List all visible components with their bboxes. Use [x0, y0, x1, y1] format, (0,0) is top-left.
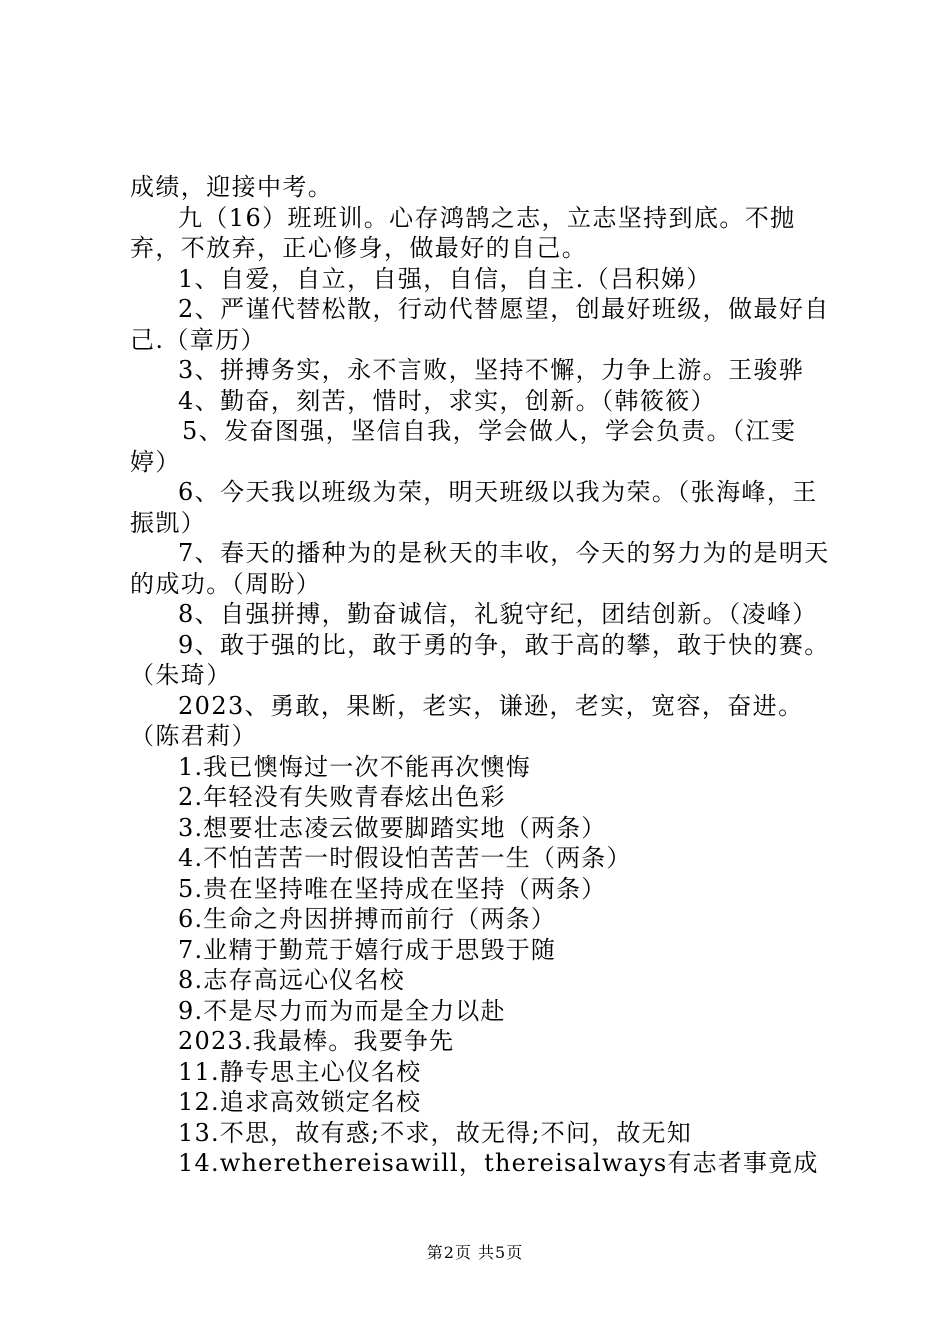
list-item: 9.不是尽力而为而是全力以赴 [178, 996, 506, 1025]
list-item: 1.我已懊悔过一次不能再次懊悔 [178, 752, 531, 781]
list-item: 5.贵在坚持唯在坚持成在坚持（两条） [178, 874, 607, 903]
paragraph: 九（16）班班训。心存鸿鹄之志，立志坚持到底。不抛弃，不放弃，正心修身，做最好的自己。 [130, 203, 796, 262]
list-item: 13.不思，故有惑;不求，故无得;不问，故无知 [178, 1118, 692, 1147]
paragraph: 2、严谨代替松散，行动代替愿望，创最好班级，做最好自己.（章历） [130, 295, 830, 354]
paragraph: 7、春天的播种为的是秋天的丰收，今天的努力为的是明天的成功。（周盼） [130, 539, 830, 598]
list-item: 7.业精于勤荒于嬉行成于思毁于随 [178, 935, 557, 964]
paragraph: 1、自爱，自立，自强，自信，自主.（吕积娣） [178, 264, 712, 293]
list-item: 14.wherethereisawill，thereisalways有志者事竟成 [178, 1149, 819, 1177]
paragraph: 3、拼搏务实，永不言败，坚持不懈，力争上游。王骏骅 [178, 356, 805, 384]
paragraph: 成绩，迎接中考。 [130, 173, 334, 201]
list-item: 4.不怕苦苦一时假设怕苦苦一生（两条） [178, 844, 632, 872]
list-item: 6.生命之舟因拼搏而前行（两条） [178, 905, 557, 933]
paragraph: 9、敢于强的比，敢于勇的争，敢于高的攀，敢于快的赛。（朱琦） [130, 630, 830, 689]
page-footer: 第2页 共5页 [426, 1243, 524, 1262]
list-item: 3.想要壮志凌云做要脚踏实地（两条） [178, 813, 607, 842]
document-body [130, 172, 832, 1179]
paragraph: 5、发奋图强，坚信自我，学会做人，学会负责。（江雯婷） [130, 417, 797, 476]
paragraph: 2023、勇敢，果断，老实，谦逊，老实，宽容，奋进。（陈君莉） [130, 691, 804, 750]
list-item: 8.志存高远心仪名校 [178, 966, 405, 994]
paragraph: 4、勤奋，刻苦，惜时，求实，创新。（韩筱筱） [178, 386, 717, 415]
list-item: 2.年轻没有失败青春炫出色彩 [178, 783, 506, 811]
paragraph: 6、今天我以班级为荣，明天班级以我为荣。（张海峰，王振凯） [130, 478, 818, 537]
list-item: 12.追求高效锁定名校 [178, 1088, 422, 1116]
list-item: 11.静专思主心仪名校 [178, 1057, 422, 1086]
list-item: 2023.我最棒。我要争先 [178, 1027, 455, 1055]
paragraph: 8、自强拼搏，勤奋诚信，礼貌守纪，团结创新。（凌峰） [178, 600, 818, 628]
